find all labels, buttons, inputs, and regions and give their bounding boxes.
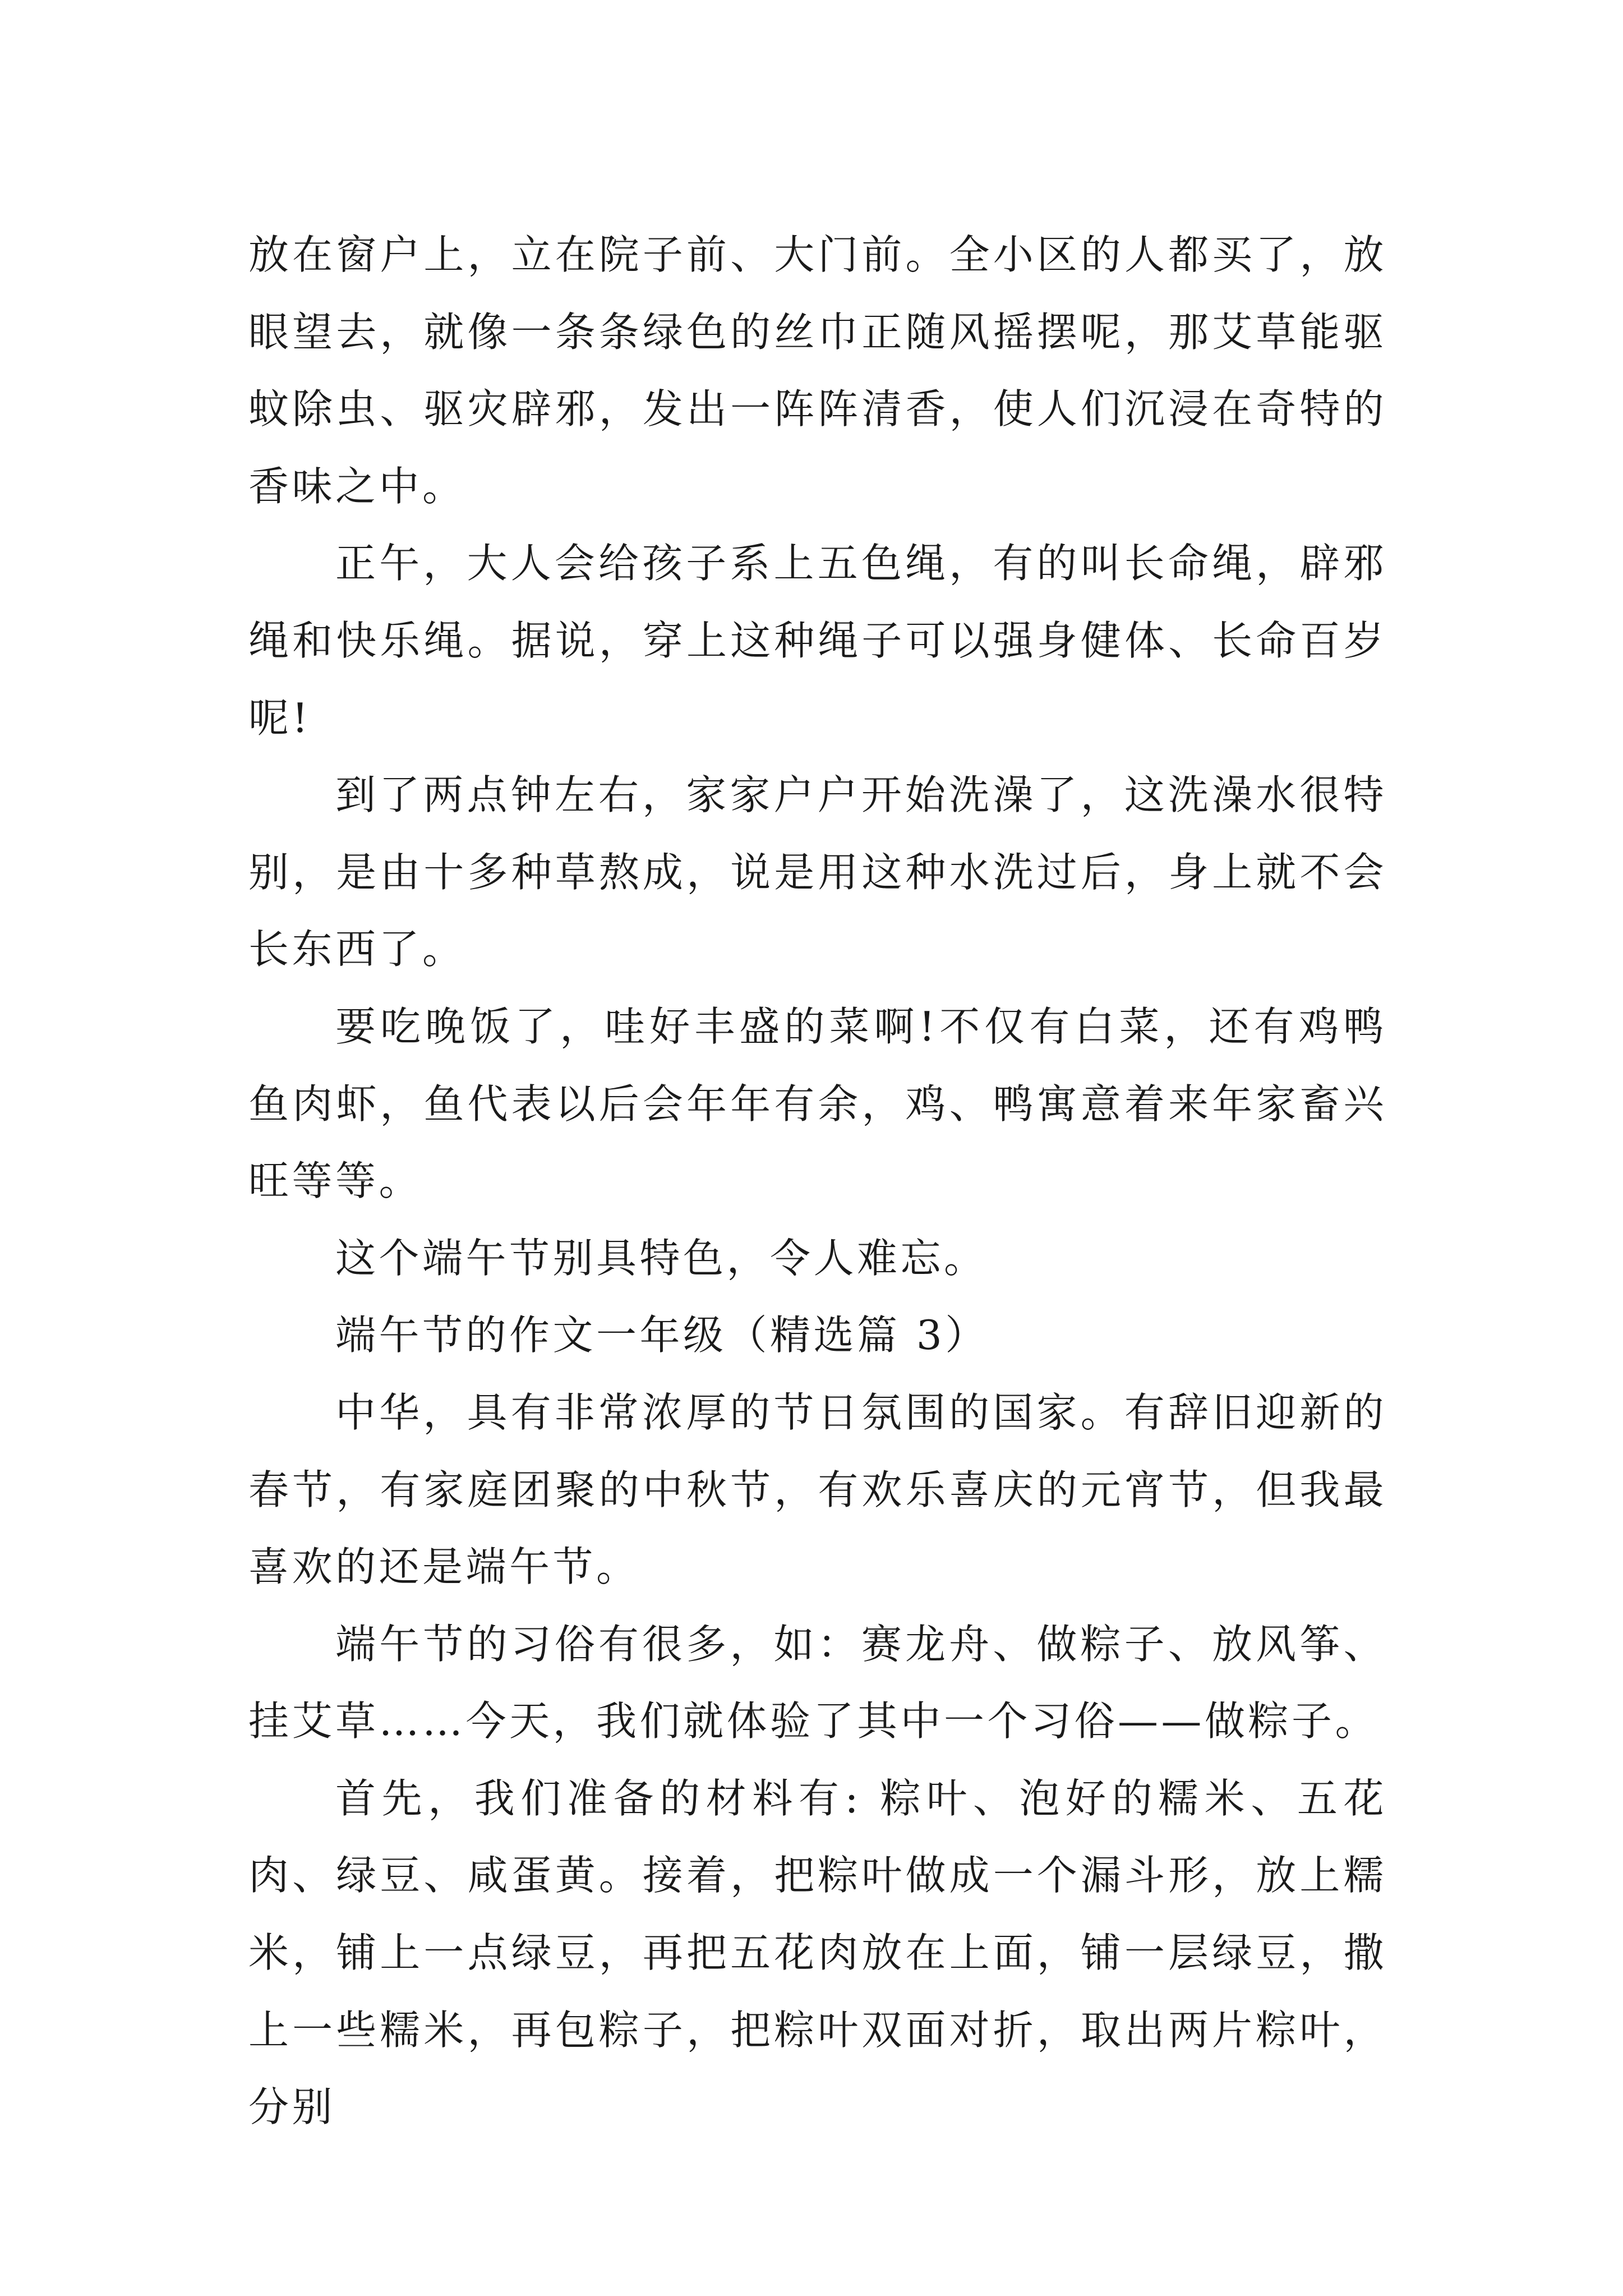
section-heading: 端午节的作文一年级（精选篇 3）	[335, 1312, 989, 1359]
paragraph-2: 正午，大人会给孩子系上五色绳，有的叫长命绳，辟邪绳和快乐绳。据说，穿上这种绳子可以强身健体、长命百岁呢!	[248, 540, 1387, 742]
paragraph-3: 到了两点钟左右，家家户户开始洗澡了，这洗澡水很特别，是由十多种草熬成，说是用这种水洗过后，身上就不会长东西了。	[248, 771, 1387, 973]
paragraph-6: 中华，具有非常浓厚的节日氛围的国家。有辞旧迎新的春节，有家庭团聚的中秋节，有欢乐喜庆的元宵节，但我最喜欢的还是端午节。	[248, 1388, 1387, 1591]
paragraph-4: 要吃晚饭了，哇好丰盛的菜啊!不仅有白菜，还有鸡鸭鱼肉虾，鱼代表以后会年年有余，鸡、鸭寓意着来年家畜兴旺等等。	[248, 1002, 1387, 1205]
paragraph-7: 端午节的习俗有很多，如：赛龙舟、做粽子、放风筝、挂艾草……今天，我们就体验了其中一个习俗——做粽子。	[248, 1620, 1387, 1745]
paragraph-1: 放在窗户上，立在院子前、大门前。全小区的人都买了，放眼望去，就像一条条绿色的丝巾正随风摇摆呢，那艾草能驱蚊除虫、驱灾辟邪，发出一阵阵清香，使人们沉浸在奇特的香味之中。	[248, 231, 1387, 510]
paragraph-8: 首先，我们准备的材料有: 粽叶、泡好的糯米、五花肉、绿豆、咸蛋黄。接着，把粽叶做成一个漏斗形，放上糯米，铺上一点绿豆，再把五花肉放在上面，铺一层绿豆，撒上一些糯米，再包粽子，把粽叶双面对折，取出两片粽叶，分别	[248, 1774, 1387, 2131]
document-body	[248, 217, 1387, 2146]
paragraph-5: 这个端午节别具特色，令人难忘。	[335, 1234, 988, 1282]
